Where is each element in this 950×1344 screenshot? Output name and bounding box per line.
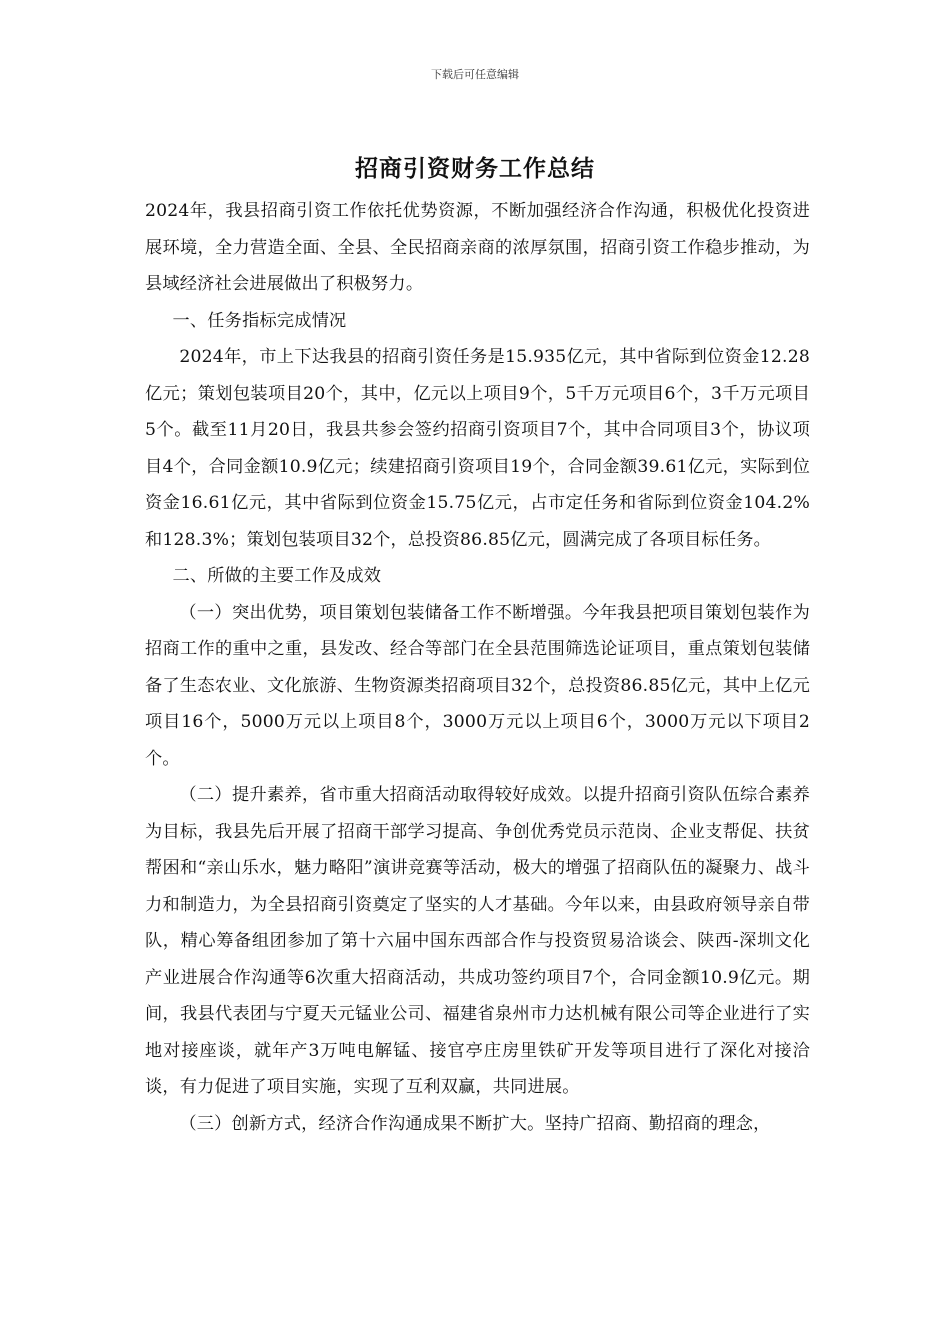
work-paragraph-2: （二）提升素养，省市重大招商活动取得较好成效。以提升招商引资队伍综合素养为目标，我县先后开展了招商干部学习提高、争创优秀党员示范岗、企业支帮促、扶贫帮困和“亲山乐水，魅力略阳”演讲竞赛等活动，极大的增强了招商队伍的凝聚力、战斗力和制造力，为全县招商引资奠定了坚实的人才基础。今年以来，由县政府领导亲自带队，精心筹备组团参加了第十六届中国东西部合作与投资贸易洽谈会、陕西-深圳文化产业进展合作沟通等6次重大招商活动，共成功签约项目7个，合同金额10.9亿元。期间，我县代表团与宁夏天元锰业公司、福建省泉州市力达机械有限公司等企业进行了实地对接座谈，就年产3万吨电解锰、接官亭庄房里铁矿开发等项目进行了深化对接洽谈，有力促进了项目实施，实现了互利双赢，共同进展。 (145, 785, 810, 1097)
work-paragraph-3: （三）创新方式，经济合作沟通成果不断扩大。坚持广招商、勤招商的理念， (179, 1113, 771, 1134)
intro-paragraph: 2024年，我县招商引资工作依托优势资源，不断加强经济合作沟通，积极优化投资进展环境，全力营造全面、全县、全民招商亲商的浓厚氛围，招商引资工作稳步推动，为县域经济社会进展做出了积极努力。 (145, 201, 810, 294)
section-heading-1: 一、任务指标完成情况 (172, 310, 347, 331)
task-paragraph: 2024年，市上下达我县的招商引资任务是15.935亿元，其中省际到位资金12.28亿元；策划包装项目20个，其中，亿元以上项目9个，5千万元项目6个，3千万元项目5个。截至11月20日，我县共参会签约招商引资项目7个，其中合同项目3个，协议项目4个，合同金额10.9亿元；续建招商引资项目19个，合同金额39.61亿元，实际到位资金16.61亿元，其中省际到位资金15.75亿元，占市定任务和省际到位资金104.2%和128.3%；策划包装项目32个，总投资86.85亿元，圆满完成了各项目标任务。 (145, 347, 810, 550)
section-heading-2: 二、所做的主要工作及成效 (172, 566, 382, 586)
download-note: 下载后可任意编辑 (431, 68, 519, 81)
document-title: 招商引资财务工作总结 (355, 155, 595, 182)
document-body (145, 193, 810, 1142)
work-paragraph-1: （一）突出优势，项目策划包装储备工作不断增强。今年我县把项目策划包装作为招商工作的重中之重，县发改、经合等部门在全县范围筛选论证项目，重点策划包装储备了生态农业、文化旅游、生物资源类招商项目32个，总投资86.85亿元，其中上亿元项目16个，5000万元以上项目8个，3000万元以上项目6个，3000万元以下项目2个。 (145, 602, 810, 769)
